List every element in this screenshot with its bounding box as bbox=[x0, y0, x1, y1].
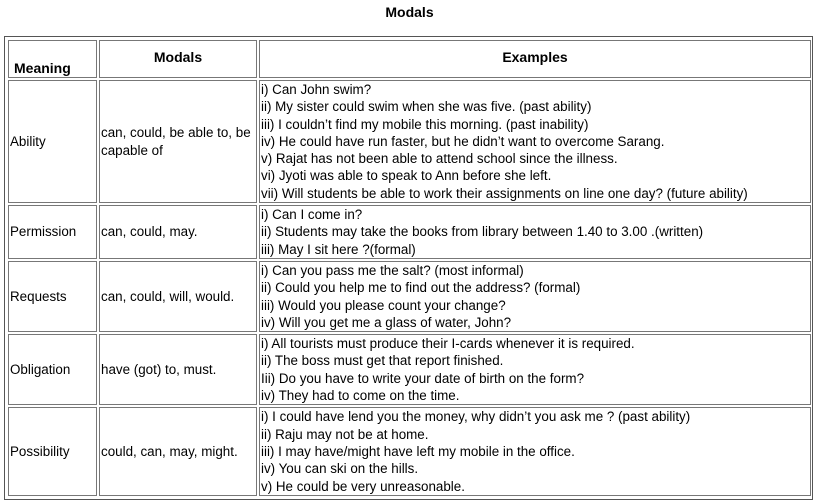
example-line: ii) The boss must get that report finished. bbox=[261, 353, 504, 369]
table-row bbox=[8, 261, 811, 332]
table-row bbox=[8, 205, 811, 259]
example-line: iii) I couldn’t find my mobile this morning. (past inability) bbox=[261, 116, 589, 132]
header-modals: Modals bbox=[99, 40, 257, 78]
example-line: iv) They had to come on the time. bbox=[261, 388, 460, 404]
modals-table-frame bbox=[4, 36, 813, 500]
meaning-cell: Ability bbox=[8, 80, 97, 203]
page-title: Modals bbox=[385, 4, 434, 20]
table-row bbox=[8, 407, 811, 495]
modals-cell: can, could, may. bbox=[99, 205, 257, 259]
examples-cell bbox=[259, 80, 811, 203]
meaning-cell: Obligation bbox=[8, 334, 97, 405]
modals-cell: can, could, will, would. bbox=[99, 261, 257, 332]
example-line: iv) You can ski on the hills. bbox=[261, 461, 419, 477]
example-line: i) Can you pass me the salt? (most informal) bbox=[261, 262, 524, 278]
meaning-cell: Permission bbox=[8, 205, 97, 259]
examples-cell bbox=[259, 334, 811, 405]
example-line: ii) Students may take the books from library between 1.40 to 3.00 .(written) bbox=[261, 224, 704, 240]
example-line: i) Can John swim? bbox=[261, 82, 372, 97]
table-header-row bbox=[8, 40, 811, 78]
modals-cell: could, can, may, might. bbox=[99, 407, 257, 495]
examples-cell bbox=[259, 205, 811, 259]
example-line: i) I could have lend you the money, why didn’t you ask me ? (past ability) bbox=[261, 409, 691, 425]
examples-cell bbox=[259, 261, 811, 332]
modals-cell: can, could, be able to, be capable of bbox=[99, 80, 257, 203]
example-line: v) He could be very unreasonable. bbox=[261, 478, 465, 494]
example-line: ii) Could you help me to find out the address? (formal) bbox=[261, 280, 581, 296]
example-line: Iii) Do you have to write your date of birth on the form? bbox=[261, 370, 585, 386]
meaning-cell: Requests bbox=[8, 261, 97, 332]
examples-cell bbox=[259, 407, 811, 495]
example-line: v) Rajat has not been able to attend school since the illness. bbox=[261, 151, 618, 167]
example-line: ii) Raju may not be at home. bbox=[261, 426, 429, 442]
modals-cell: have (got) to, must. bbox=[99, 334, 257, 405]
meaning-cell: Possibility bbox=[8, 407, 97, 495]
example-line: vi) Jyoti was able to speak to Ann before she left. bbox=[261, 168, 552, 184]
example-line: iii) Would you please count your change? bbox=[261, 297, 506, 313]
table-row bbox=[8, 80, 811, 203]
example-line: iv) Will you get me a glass of water, John? bbox=[261, 314, 512, 330]
modals-table bbox=[6, 38, 813, 498]
table-row bbox=[8, 334, 811, 405]
example-line: vii) Will students be able to work their assignments on line one day? (future ability) bbox=[261, 185, 748, 201]
table-body bbox=[8, 80, 811, 496]
example-line: i) Can I come in? bbox=[261, 207, 363, 223]
example-line: iii) May I sit here ?(formal) bbox=[261, 241, 416, 257]
example-line: ii) My sister could swim when she was five. (past ability) bbox=[261, 99, 592, 115]
header-meaning: Meaning bbox=[8, 40, 97, 78]
example-line: i) All tourists must produce their I-cards whenever it is required. bbox=[261, 336, 635, 352]
example-line: iv) He could have run faster, but he didn’t want to overcome Sarang. bbox=[261, 133, 665, 149]
example-line: iii) I may have/might have left my mobile in the office. bbox=[261, 443, 575, 459]
header-examples: Examples bbox=[259, 40, 811, 78]
